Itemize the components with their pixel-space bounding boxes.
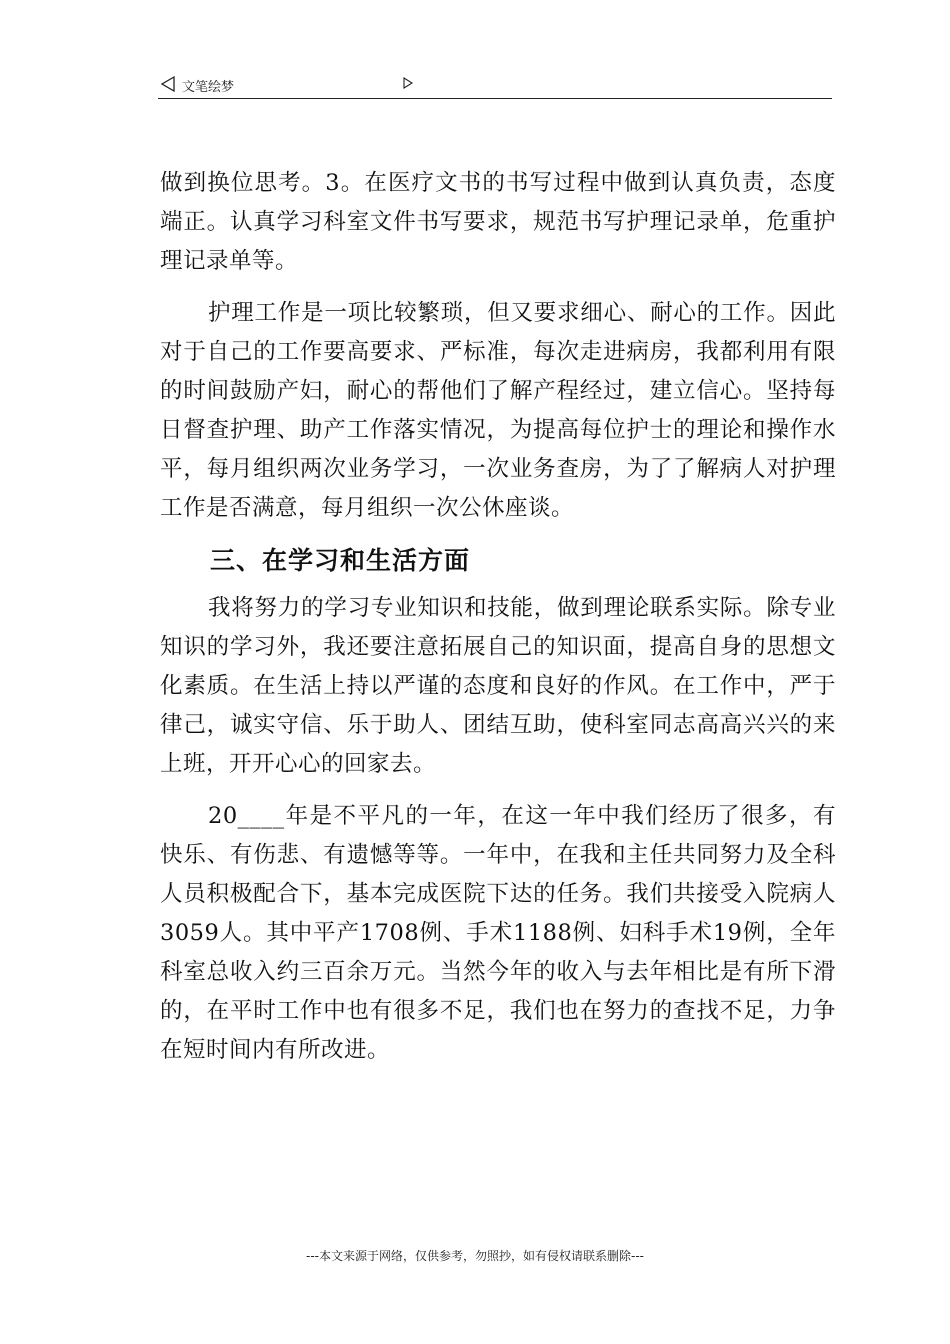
paragraph-4: 20____年是不平凡的一年，在这一年中我们经历了很多，有快乐、有伤悲、有遗憾等等。一年中，在我和主任共同努力及全科人员积极配合下，基本完成医院下达的任务。我们共接受入院病人3059人。其中平产1708例、手术1188例、妇科手术19例，全年科室总收入约三百余万元。当然今年的收入与去年相比是有所下滑的，在平时工作中也有很多不足，我们也在努力的查找不足，力争在短时间内有所改进。 [160, 803, 836, 1063]
footer-notice: ---本文来源于网络，仅供参考，勿照抄，如有侵权请联系删除--- [306, 1249, 644, 1263]
page-header [158, 68, 832, 99]
triangle-left-icon [160, 76, 176, 92]
triangle-right-icon [403, 77, 413, 89]
paragraph-3: 我将努力的学习专业知识和技能，做到理论联系实际。除专业知识的学习外，我还要注意拓展自己的知识面，提高自身的思想文化素质。在生活上持以严谨的态度和良好的作风。在工作中，严于律己，诚实守信、乐于助人、团结互助，使科室同志高高兴兴的来上班，开开心心的回家去。 [160, 595, 836, 777]
section-heading: 三、在学习和生活方面 [210, 546, 471, 575]
header-brand: 文笔绘梦 [182, 80, 235, 95]
paragraph-2: 护理工作是一项比较繁琐，但又要求细心、耐心的工作。因此对于自己的工作要高要求、严标准，每次走进病房，我都利用有限的时间鼓励产妇，耐心的帮他们了解产程经过，建立信心。坚持每日督查护理、助产工作落实情况，为提高每位护士的理论和操作水平，每月组织两次业务学习，一次业务查房，为了了解病人对护理工作是否满意，每月组织一次公休座谈。 [160, 300, 836, 521]
paragraph-1: 做到换位思考。3。在医疗文书的书写过程中做到认真负责，态度端正。认真学习科室文件书写要求，规范书写护理记录单，危重护理记录单等。 [160, 170, 836, 274]
document-body [160, 164, 836, 1083]
